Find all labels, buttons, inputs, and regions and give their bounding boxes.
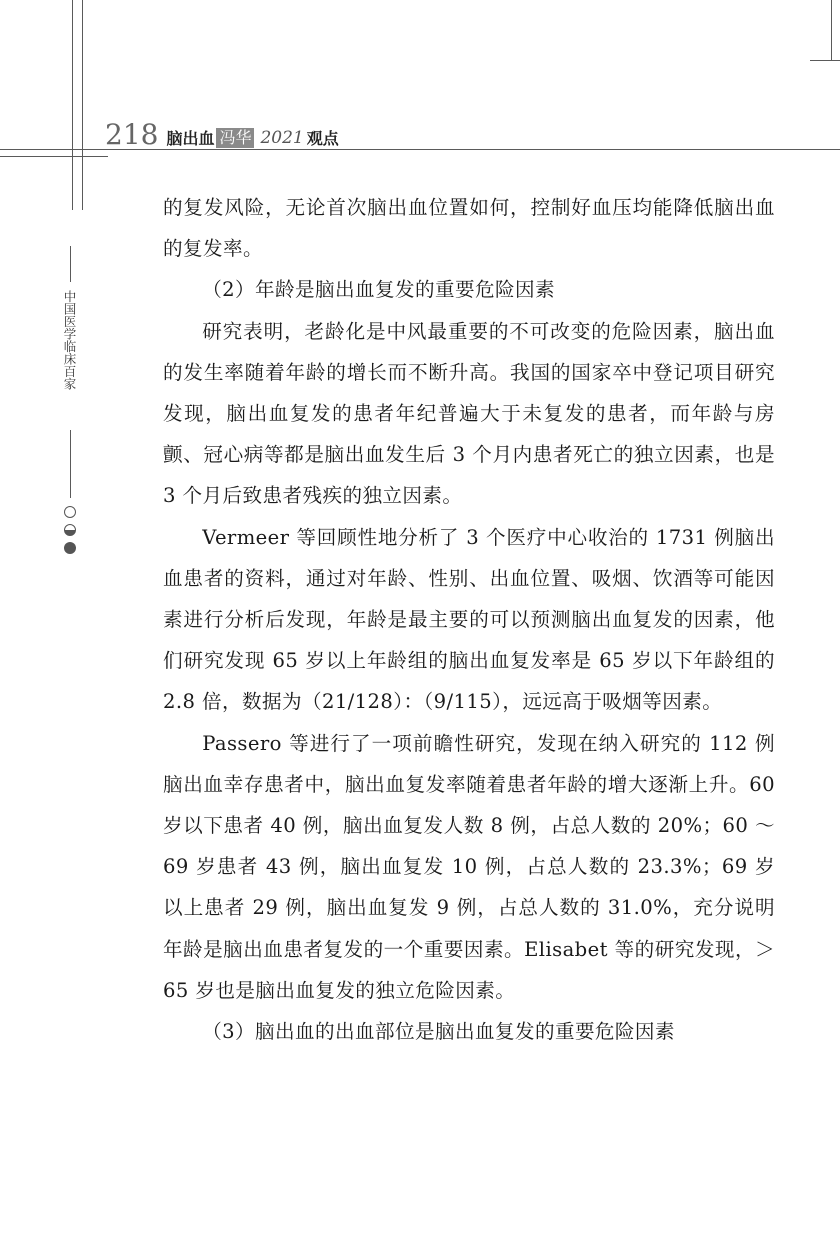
book-title-main: 脑出血 [166, 129, 215, 148]
series-label: 中国医学临床百家 [62, 290, 77, 390]
running-header [105, 118, 339, 151]
vertical-rule-left [72, 0, 73, 210]
paragraph: Passero 等进行了一项前瞻性研究，发现在纳入研究的 112 例脑出血幸存患者中，脑出血复发率随着患者年龄的增大逐渐上升。60 岁以下患者 40 例，脑出血复发人数 8 例，占总人数的 20%；60 ～ 69 岁患者 43 例，脑出血复发 10 例，占总人数的 23.3%；69 岁以上患者 29 例，脑出血复发 9 例，占总人数的 31.0%，充分说明年龄是脑出血患者复发的一个重要因素。Elisabet 等的研究发现，＞65 岁也是脑出血复发的独立危险因素。 [163, 731, 775, 1002]
section-heading: （3）脑出血的出血部位是脑出血复发的重要危险因素 [202, 1020, 675, 1044]
half-filled-circle-icon [64, 524, 76, 536]
vertical-rule-right [82, 0, 83, 210]
body-text [163, 187, 775, 1052]
book-year: 2021 [260, 127, 304, 148]
header-rule-bottom [0, 156, 108, 157]
section-heading: （2）年龄是脑出血复发的重要危险因素 [202, 278, 555, 302]
corner-rule-horizontal [810, 60, 840, 61]
paragraph: Vermeer 等回顾性地分析了 3 个医疗中心收治的 1731 例脑出血患者的资料，通过对年龄、性别、出血位置、吸烟、饮酒等可能因素进行分析后发现，年龄是最主要的可以预测脑出血复发的因素，他们研究发现 65 岁以上年龄组的脑出血复发率是 65 岁以下年龄组的 2.8 倍，数据为（21/128）：（9/115），远远高于吸烟等因素。 [163, 525, 775, 714]
paragraph: 研究表明，老龄化是中风最重要的不可改变的危险因素，脑出血的发生率随着年龄的增长而不断升高。我国的国家卒中登记项目研究发现，脑出血复发的患者年纪普遍大于未复发的患者，而年龄与房颤、冠心病等都是脑出血发生后 3 个月内患者死亡的独立因素，也是 3 个月后致患者残疾的独立因素。 [163, 319, 775, 508]
corner-rule-vertical [831, 0, 832, 60]
page-number: 218 [105, 118, 159, 151]
book-title-suffix: 观点 [306, 129, 339, 148]
hollow-circle-icon [64, 506, 76, 518]
paragraph: 的复发风险，无论首次脑出血位置如何，控制好血压均能降低脑出血的复发率。 [163, 196, 775, 261]
book-title [166, 126, 338, 149]
author-badge: 冯华 [216, 128, 254, 148]
side-rule-upper [70, 246, 71, 282]
filled-circle-icon [64, 542, 76, 554]
side-rule-lower [70, 430, 71, 498]
